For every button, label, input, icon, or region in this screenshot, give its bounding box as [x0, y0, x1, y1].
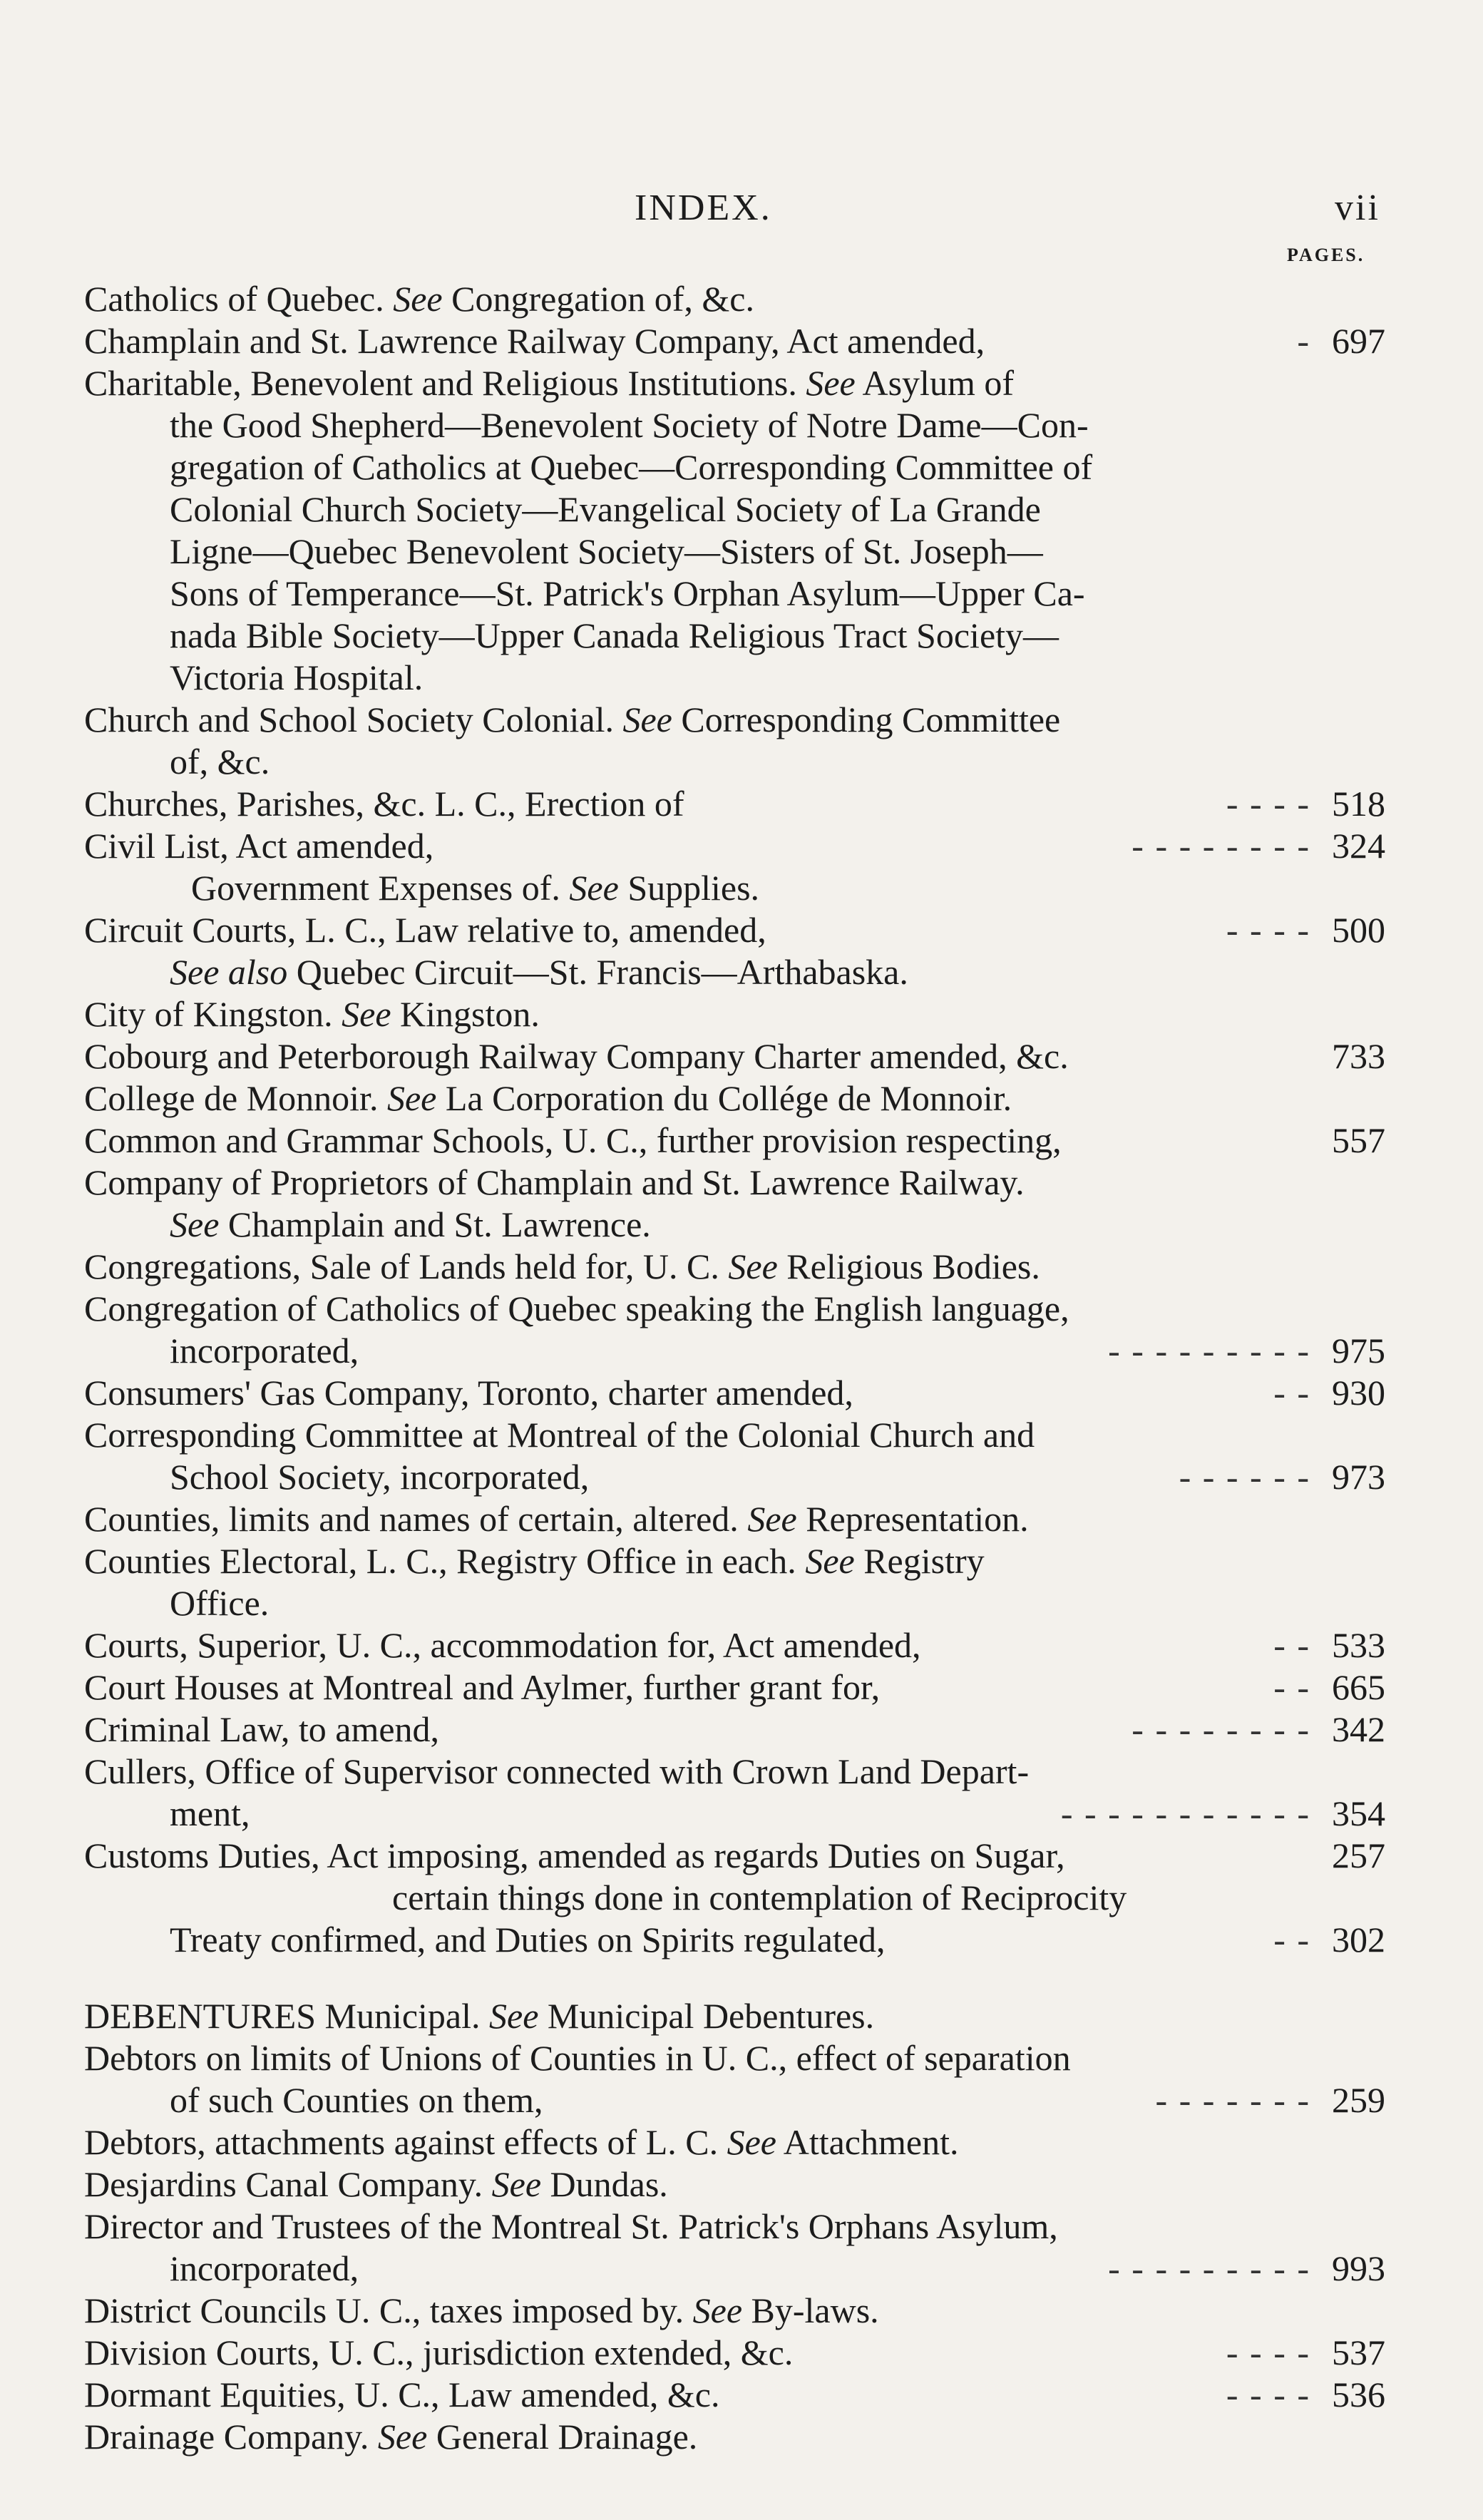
section-gap: [0, 1961, 1483, 1995]
index-entry: [0, 1835, 1483, 1877]
entry-text: the Good Shepherd—Benevolent Society of Notre Dame—Con-: [170, 405, 1089, 445]
entry-page-number: 665: [1332, 1667, 1385, 1707]
entry-text: Government Expenses of. See Supplies.: [191, 868, 760, 908]
leader-dashes: - - - -: [1226, 2332, 1310, 2372]
entry-text: Sons of Temperance—St. Patrick's Orphan Asylum—Upper Ca-: [170, 573, 1085, 613]
leader-dashes: - -: [1273, 1373, 1310, 1413]
index-entry: [0, 2163, 1483, 2206]
entry-text: See Champlain and St. Lawrence.: [170, 1204, 651, 1244]
entry-page-number: 354: [1332, 1793, 1385, 1833]
entry-page-number: 518: [1332, 784, 1385, 824]
entry-text: Dormant Equities, U. C., Law amended, &c.: [84, 2375, 720, 2414]
entry-text: Director and Trustees of the Montreal St. Patrick's Orphans Asylum,: [84, 2206, 1058, 2246]
entry-page-number: 259: [1332, 2080, 1385, 2120]
entry-page-number: 500: [1332, 910, 1385, 950]
entry-page-number: 536: [1332, 2375, 1385, 2414]
index-entry: [0, 1456, 1483, 1498]
index-entry: [0, 867, 1483, 909]
leader-dashes: - - - - - -: [1179, 1457, 1310, 1497]
index-entry: [0, 1877, 1483, 1919]
entry-text: Charitable, Benevolent and Religious Institutions. See Asylum of: [84, 363, 1014, 403]
index-entry: [0, 909, 1483, 951]
index-entry: [0, 1666, 1483, 1709]
index-entry: [0, 531, 1483, 573]
entry-text: certain things done in contemplation of Reciprocity: [392, 1878, 1127, 1917]
entry-text: Champlain and St. Lawrence Railway Company, Act amended,: [84, 321, 985, 361]
index-entry: [0, 1751, 1483, 1793]
entry-text: City of Kingston. See Kingston.: [84, 994, 540, 1034]
index-entry: [0, 573, 1483, 615]
entry-text: Catholics of Quebec. See Congregation of, &c.: [84, 279, 754, 319]
index-entry: [0, 2248, 1483, 2290]
index-entry: [0, 2374, 1483, 2416]
entry-text: incorporated,: [170, 1331, 359, 1371]
index-entry: [0, 1709, 1483, 1751]
pages-column-label: PAGES.: [1287, 245, 1365, 265]
index-entry: [0, 488, 1483, 531]
entry-text: College de Monnoir. See La Corporation du Collége de Monnoir.: [84, 1078, 1012, 1118]
leader-dashes: - - - -: [1226, 910, 1310, 950]
entry-text: Congregations, Sale of Lands held for, U. C. See Religious Bodies.: [84, 1246, 1040, 1286]
entry-text: Division Courts, U. C., jurisdiction extended, &c.: [84, 2332, 794, 2372]
index-entry: [0, 1540, 1483, 1582]
leader-dashes: - - - - - - - -: [1132, 1709, 1310, 1749]
leader-dashes: - - - - - - - - -: [1108, 2248, 1310, 2288]
entry-page-number: 733: [1332, 1036, 1385, 1076]
index-entry: [0, 1498, 1483, 1540]
entry-text: Court Houses at Montreal and Aylmer, further grant for,: [84, 1667, 881, 1707]
entry-text: Corresponding Committee at Montreal of the Colonial Church and: [84, 1415, 1035, 1455]
index-entry: [0, 2079, 1483, 2121]
entry-text: Customs Duties, Act imposing, amended as regards Duties on Sugar,: [84, 1835, 1065, 1875]
entry-text: Civil List, Act amended,: [84, 826, 434, 866]
leader-dashes: - - - - - - - - -: [1108, 1331, 1310, 1371]
entry-text: Victoria Hospital.: [170, 657, 424, 697]
index-entry: [0, 1793, 1483, 1835]
index-entry: [0, 699, 1483, 741]
entry-text: Desjardins Canal Company. See Dundas.: [84, 2164, 668, 2204]
entry-page-number: 557: [1332, 1120, 1385, 1160]
leader-dashes: - - - -: [1226, 2375, 1310, 2414]
entry-text: Treaty confirmed, and Duties on Spirits regulated,: [170, 1920, 886, 1960]
index-entry: [0, 2037, 1483, 2079]
entry-text: Consumers' Gas Company, Toronto, charter amended,: [84, 1373, 853, 1413]
entry-page-number: 302: [1332, 1920, 1385, 1960]
index-entry: [0, 1288, 1483, 1330]
index-entry: [0, 1919, 1483, 1961]
entry-text: Ligne—Quebec Benevolent Society—Sisters of St. Joseph—: [170, 531, 1043, 571]
entry-page-number: 257: [1332, 1835, 1385, 1875]
entry-text: Church and School Society Colonial. See Corresponding Committee: [84, 700, 1061, 739]
entry-text: nada Bible Society—Upper Canada Religious Tract Society—: [170, 615, 1059, 655]
entry-page-number: 697: [1332, 321, 1385, 361]
index-entry: [0, 1204, 1483, 1246]
entry-page-number: 533: [1332, 1625, 1385, 1665]
entry-text: Cullers, Office of Supervisor connected with Crown Land Depart-: [84, 1751, 1030, 1791]
leader-dashes: - - - - - - - - - - -: [1060, 1793, 1310, 1833]
entry-text: DEBENTURES Municipal. See Municipal Debentures.: [84, 1996, 875, 2036]
index-entry: [0, 362, 1483, 404]
index-entry: [0, 278, 1483, 320]
index-entry: [0, 2290, 1483, 2332]
entry-text: of such Counties on them,: [170, 2080, 543, 2120]
index-entry: [0, 783, 1483, 825]
leader-dashes: - - - -: [1226, 784, 1310, 824]
entry-text: District Councils U. C., taxes imposed by. See By-laws.: [84, 2290, 879, 2330]
entry-text: Courts, Superior, U. C., accommodation for, Act amended,: [84, 1625, 921, 1665]
entry-text: Churches, Parishes, &c. L. C., Erection of: [84, 784, 684, 824]
index-entry: [0, 1995, 1483, 2037]
index-entry: [0, 615, 1483, 657]
index-entry: [0, 1120, 1483, 1162]
entry-page-number: 342: [1332, 1709, 1385, 1749]
index-entry: [0, 951, 1483, 993]
index-entry: [0, 1077, 1483, 1120]
index-entry: [0, 2121, 1483, 2163]
index-entry: [0, 2206, 1483, 2248]
entry-page-number: 975: [1332, 1331, 1385, 1371]
entry-page-number: 993: [1332, 2248, 1385, 2288]
entry-text: Company of Proprietors of Champlain and St. Lawrence Railway.: [84, 1162, 1025, 1202]
index-entry: [0, 1162, 1483, 1204]
index-entry: [0, 1372, 1483, 1414]
entry-text: incorporated,: [170, 2248, 359, 2288]
index-entry: [0, 657, 1483, 699]
page-number: vii: [1335, 188, 1380, 228]
entry-text: Circuit Courts, L. C., Law relative to, amended,: [84, 910, 766, 950]
leader-dashes: - - - - - - - -: [1132, 826, 1310, 866]
page-title: INDEX.: [635, 188, 772, 228]
leader-dashes: - -: [1273, 1625, 1310, 1665]
entry-text: Counties Electoral, L. C., Registry Office in each. See Registry: [84, 1541, 985, 1581]
index-entry: [0, 1035, 1483, 1077]
index-entry: [0, 2416, 1483, 2458]
entry-text: Colonial Church Society—Evangelical Society of La Grande: [170, 489, 1041, 529]
entry-text: Drainage Company. See General Drainage.: [84, 2417, 698, 2457]
leader-dashes: - - - - - - -: [1155, 2080, 1310, 2120]
index-entry: [0, 1624, 1483, 1666]
index-entry: [0, 1330, 1483, 1372]
index-entry: [0, 404, 1483, 446]
entry-page-number: 324: [1332, 826, 1385, 866]
entry-text: Common and Grammar Schools, U. C., further provision respecting,: [84, 1120, 1062, 1160]
leader-dashes: - -: [1273, 1920, 1310, 1960]
index-entry: [0, 1582, 1483, 1624]
index-entry: [0, 1414, 1483, 1456]
entry-text: of, &c.: [170, 742, 270, 782]
entry-page-number: 930: [1332, 1373, 1385, 1413]
index-entry: [0, 320, 1483, 362]
entry-text: Debtors, attachments against effects of L. C. See Attachment.: [84, 2122, 959, 2162]
index-entry: [0, 1246, 1483, 1288]
index-entry: [0, 446, 1483, 488]
index-entry: [0, 2332, 1483, 2374]
entry-text: Office.: [170, 1583, 270, 1623]
entry-text: Counties, limits and names of certain, altered. See Representation.: [84, 1499, 1029, 1539]
entry-text: Debtors on limits of Unions of Counties in U. C., effect of separation: [84, 2038, 1071, 2078]
entry-text: gregation of Catholics at Quebec—Corresponding Committee of: [170, 447, 1093, 487]
index-entries: [0, 278, 1483, 2458]
entry-page-number: 537: [1332, 2332, 1385, 2372]
entry-text: ment,: [170, 1793, 250, 1833]
index-entry: [0, 825, 1483, 867]
entry-text: See also Quebec Circuit—St. Francis—Arthabaska.: [170, 952, 908, 992]
leader-dashes: -: [1297, 321, 1310, 361]
entry-text: Congregation of Catholics of Quebec speaking the English language,: [84, 1289, 1069, 1328]
index-entry: [0, 741, 1483, 783]
entry-text: School Society, incorporated,: [170, 1457, 590, 1497]
entry-text: Criminal Law, to amend,: [84, 1709, 440, 1749]
index-entry: [0, 993, 1483, 1035]
entry-text: Cobourg and Peterborough Railway Company Charter amended, &c.: [84, 1036, 1069, 1076]
leader-dashes: - -: [1273, 1667, 1310, 1707]
entry-page-number: 973: [1332, 1457, 1385, 1497]
